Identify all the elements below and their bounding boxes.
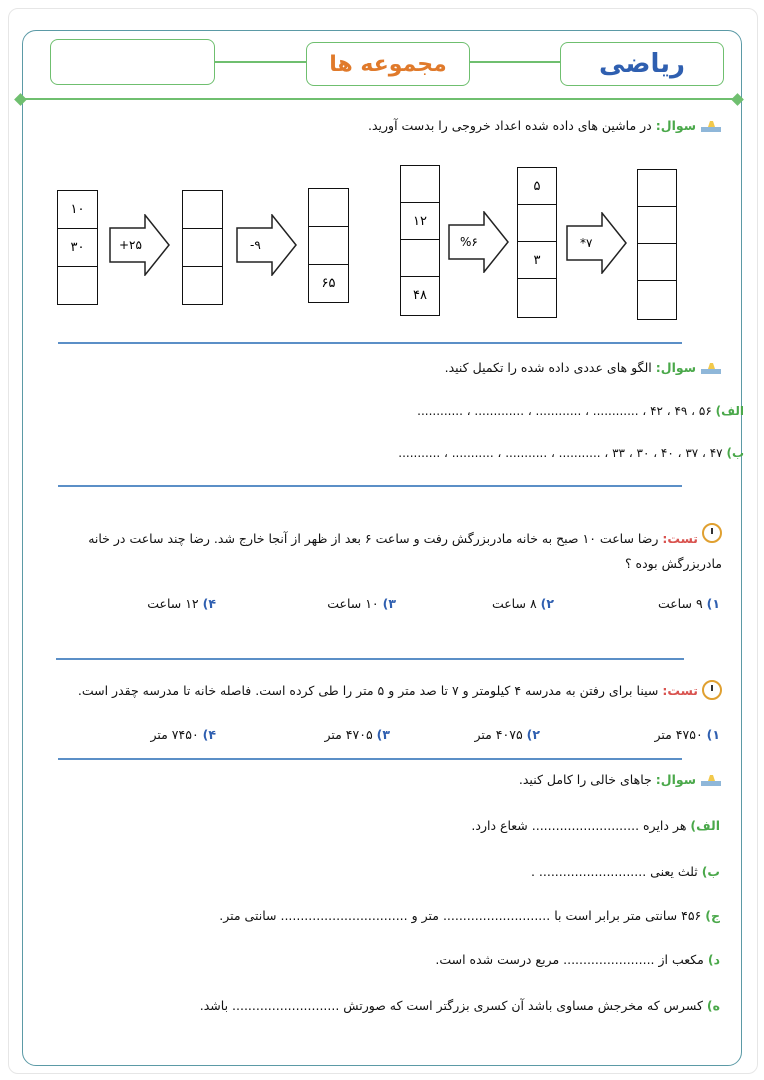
fill-item-b[interactable] [531, 864, 720, 879]
question-label: سوال: [655, 118, 696, 133]
option-4[interactable] [150, 727, 216, 742]
option-2[interactable] [492, 596, 554, 611]
section-divider [58, 342, 682, 344]
question-3 [519, 772, 722, 787]
output-cell[interactable] [518, 279, 556, 315]
test-label: تست: [662, 682, 698, 698]
option-3[interactable] [327, 596, 396, 611]
option-text: ۱۰ ساعت [327, 596, 379, 611]
option-number: ۳) [376, 727, 390, 742]
output-cell[interactable] [638, 244, 676, 281]
fill-item-a[interactable] [471, 818, 720, 833]
operation-label: +۲۵ [119, 238, 142, 252]
option-text: ۹ ساعت [657, 596, 703, 611]
option-number: ۳) [382, 596, 396, 611]
question-label: سوال: [655, 772, 696, 787]
question-2 [445, 360, 722, 375]
book-lamp-icon [700, 361, 722, 375]
machine-2-output [637, 169, 677, 320]
operation-label: %۶ [460, 235, 478, 249]
pattern-label: الف) [715, 404, 744, 418]
option-number: ۴) [202, 727, 216, 742]
pattern-text[interactable]: ۵۶ ، ۴۹ ، ۴۲ ، ............ ، ............ ، ............. ، ............ [417, 404, 712, 418]
option-number: ۲) [526, 727, 540, 742]
arrow-icon [109, 214, 171, 276]
pattern-b [398, 446, 744, 460]
option-number: ۲) [540, 596, 554, 611]
option-2[interactable] [474, 727, 540, 742]
option-text: ۴۰۷۵ متر [474, 727, 523, 742]
output-cell[interactable] [183, 191, 222, 229]
arrow-icon [236, 214, 298, 276]
output-cell[interactable]: ۶۵ [321, 276, 336, 291]
output-cell[interactable] [638, 207, 676, 244]
option-text: ۴۷۵۰ متر [654, 727, 703, 742]
option-text: ۱۲ ساعت [147, 596, 199, 611]
book-lamp-icon [700, 119, 722, 133]
question-label: سوال: [655, 360, 696, 375]
question-text: جاهای خالی را کامل کنید. [518, 772, 652, 787]
alarm-clock-icon [702, 680, 722, 700]
output-cell[interactable] [638, 281, 676, 317]
test-text-cont: مادربزرگش بوده ؟ [624, 556, 722, 571]
option-1[interactable] [658, 596, 720, 611]
output-cell[interactable] [518, 205, 556, 242]
arrow-icon [566, 212, 628, 274]
header-divider [20, 98, 736, 100]
operation-label: *۷ [580, 236, 593, 250]
name-box[interactable] [50, 39, 215, 85]
machine-1-output [308, 188, 349, 303]
item-label: د) [707, 952, 720, 967]
fill-item-c[interactable] [219, 908, 720, 923]
subject-title: ریاضی [599, 49, 685, 79]
question-1 [368, 118, 722, 133]
question-text: در ماشین های داده شده اعداد خروجی را بدست آورید. [367, 118, 652, 133]
option-text: ۴۷۰۵ متر [324, 727, 373, 742]
output-cell[interactable]: ۵ [518, 168, 556, 205]
item-text: ثلث یعنی ........................... . [530, 864, 698, 879]
item-text: مکعب از ....................... مربع درست شده است. [435, 952, 704, 967]
option-3[interactable] [324, 727, 390, 742]
output-cell[interactable] [183, 229, 222, 267]
item-text: هر دایره ........................... شعاع دارد. [471, 818, 687, 833]
machine-2-middle [517, 167, 557, 318]
input-cell[interactable] [58, 267, 97, 304]
item-text: کسرس که مخرجش مساوی باشد آن کسری بزرگتر است که صورتش ........................... باشد. [199, 998, 703, 1013]
output-cell[interactable] [638, 170, 676, 207]
input-cell[interactable]: ۱۲ [401, 203, 439, 240]
output-cell[interactable]: ۳ [518, 242, 556, 279]
subject-box [560, 42, 724, 86]
topic-box [306, 42, 470, 86]
item-label: ج) [705, 908, 720, 923]
section-divider [56, 658, 684, 660]
fill-item-e[interactable] [200, 998, 720, 1013]
item-label: ه) [706, 998, 720, 1013]
input-cell[interactable]: ۱۰ [58, 191, 97, 229]
output-cell[interactable] [309, 189, 348, 227]
input-cell[interactable]: ۳۰ [58, 229, 97, 267]
arrow-icon [448, 211, 510, 273]
option-number: ۴) [202, 596, 216, 611]
header-connector [214, 61, 306, 63]
question-text: الگو های عددی داده شده را تکمیل کنید. [444, 360, 652, 375]
input-cell[interactable] [401, 240, 439, 277]
option-text: ۷۴۵۰ متر [150, 727, 199, 742]
test-2 [78, 680, 722, 700]
item-label: ب) [701, 864, 720, 879]
pattern-label: ب) [726, 446, 744, 460]
section-divider [58, 485, 682, 487]
operation-label: -۹ [250, 238, 261, 252]
section-divider [58, 758, 682, 760]
pattern-text[interactable]: ۴۷ ، ۳۷ ، ۴۰ ، ۳۰ ، ۳۳ ، ........... ، ........... ، ........... ، ........... [398, 446, 723, 460]
option-number: ۱) [706, 596, 720, 611]
item-text: ۴۵۶ سانتی متر برابر است با ........................... متر و ................................ سانتی متر. [219, 908, 702, 923]
option-text: ۸ ساعت [491, 596, 537, 611]
test-label: تست: [662, 531, 699, 546]
input-cell[interactable]: ۴۸ [413, 287, 427, 303]
book-lamp-icon [700, 773, 722, 787]
alarm-clock-icon [702, 523, 722, 543]
header-connector [468, 61, 560, 63]
machine-2-input [400, 165, 440, 316]
test-text: رضا ساعت ۱۰ صبح به خانه مادربزرگش رفت و ساعت ۶ بعد از ظهر از آنجا خارج شد. رضا چند ساعت در خانه [88, 531, 659, 546]
test-text: سینا برای رفتن به مدرسه ۴ کیلومتر و ۷ تا صد متر و ۵ متر را طی کرده است. فاصله خانه تا مدرسه چقدر است. [77, 682, 659, 698]
output-cell[interactable] [183, 267, 222, 304]
topic-title: مجموعه ها [329, 51, 447, 77]
test-1 [60, 523, 722, 576]
machine-1-middle [182, 190, 223, 305]
machine-1-input [57, 190, 98, 305]
option-number: ۱) [706, 727, 720, 742]
input-cell[interactable] [401, 166, 439, 203]
option-1[interactable] [654, 727, 720, 742]
fill-item-d[interactable] [435, 952, 720, 967]
output-cell[interactable] [309, 227, 348, 265]
option-4[interactable] [147, 596, 216, 611]
pattern-a [417, 404, 744, 418]
item-label: الف) [690, 818, 720, 833]
